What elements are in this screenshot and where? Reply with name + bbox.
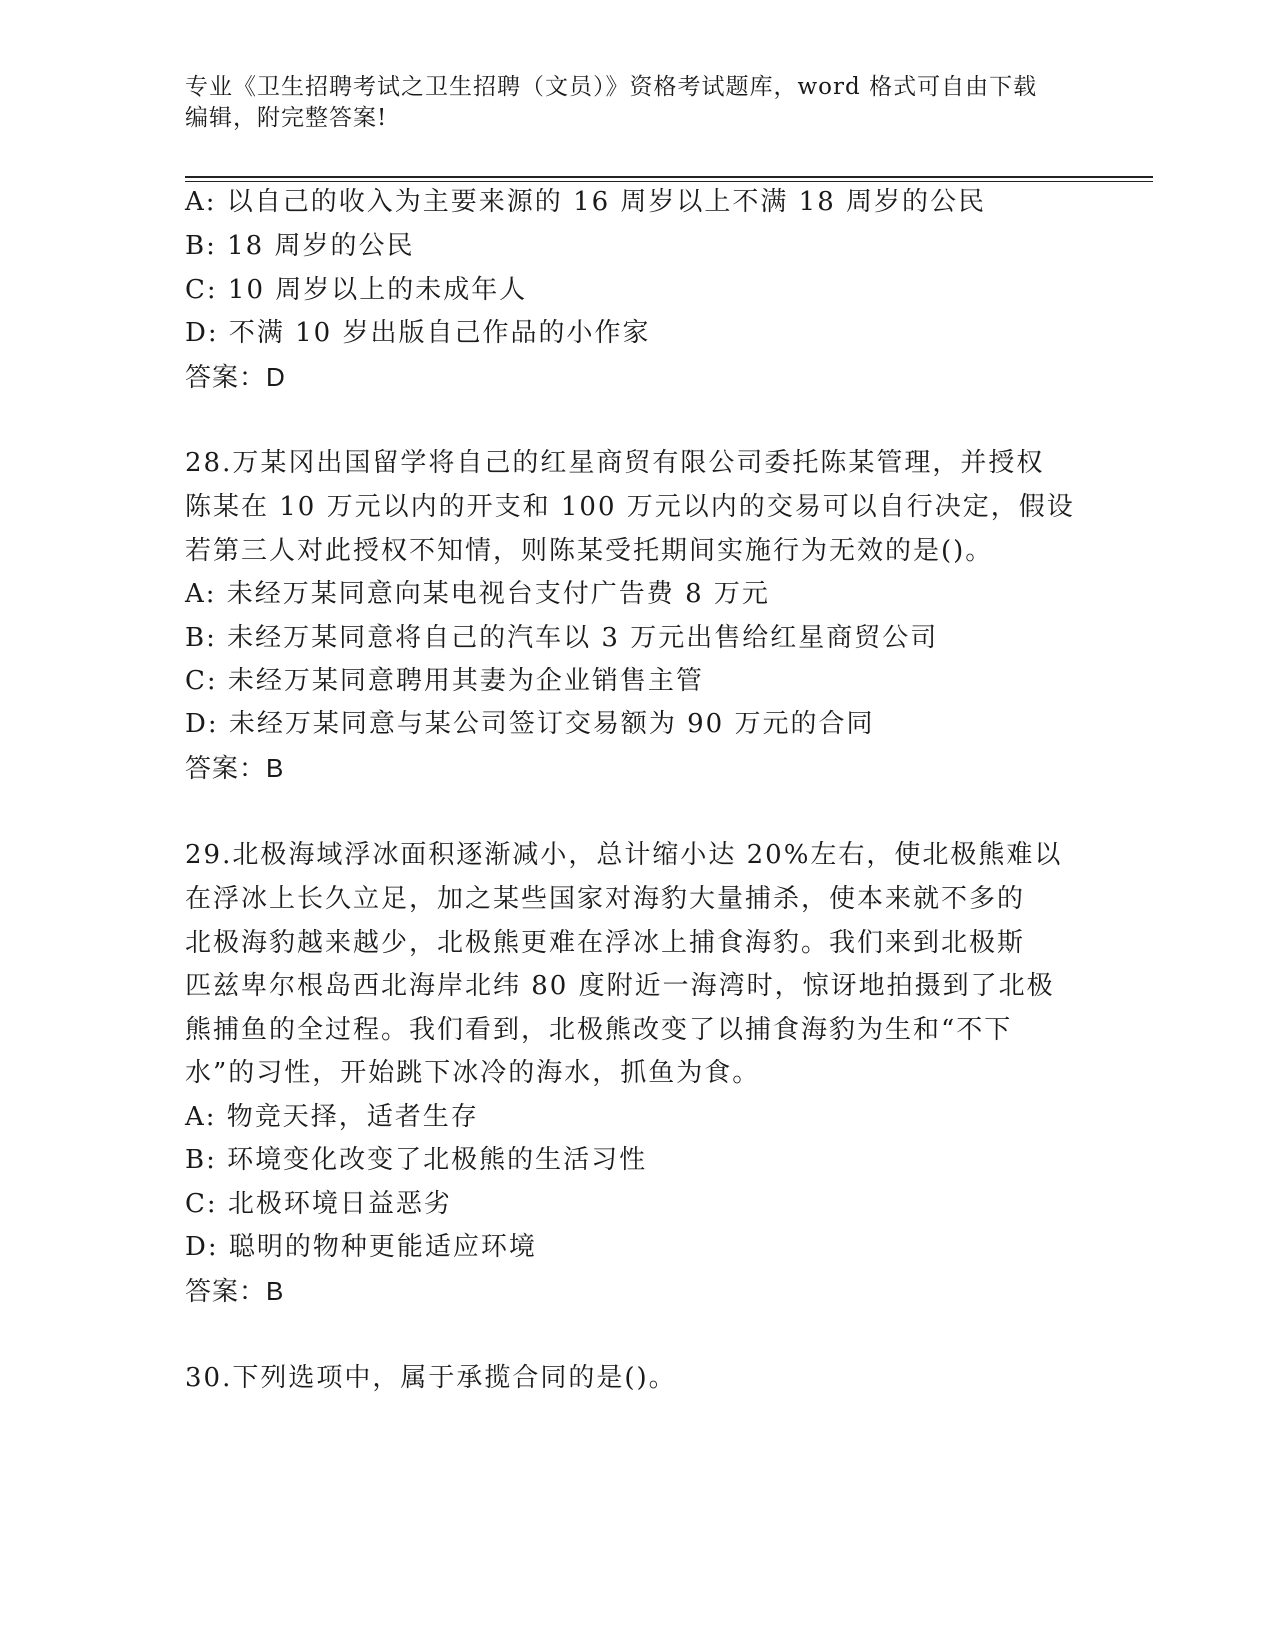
q27-option-d: D: 不满 10 岁出版自己作品的小作家 — [185, 318, 651, 348]
q28-answer: 答案：B — [185, 753, 285, 783]
q27-option-b: B: 18 周岁的公民 — [185, 231, 415, 261]
q29-option-b: B: 环境变化改变了北极熊的生活习性 — [185, 1145, 648, 1175]
q29-stem-line-5: 熊捕鱼的全过程。我们看到，北极熊改变了以捕食海豹为生和“不下 — [185, 1015, 1013, 1045]
q29-stem-line-3: 北极海豹越来越少，北极熊更难在浮冰上捕食海豹。我们来到北极斯 — [185, 928, 1026, 958]
q28-option-b: B: 未经万某同意将自己的汽车以 3 万元出售给红星商贸公司 — [185, 623, 939, 653]
q29-stem-line-1: 29.北极海域浮冰面积逐渐减小，总计缩小达 20%左右，使北极熊难以 — [185, 840, 1063, 870]
header-line-2: 编辑，附完整答案! — [185, 105, 388, 131]
q28-option-c: C: 未经万某同意聘用其妻为企业销售主管 — [185, 666, 704, 696]
q28-option-a: A: 未经万某同意向某电视台支付广告费 8 万元 — [185, 579, 770, 609]
q29-stem-line-2: 在浮冰上长久立足，加之某些国家对海豹大量捕杀，使本来就不多的 — [185, 884, 1026, 914]
q28-option-d: D: 未经万某同意与某公司签订交易额为 90 万元的合同 — [185, 709, 875, 739]
q29-option-d: D: 聪明的物种更能适应环境 — [185, 1232, 537, 1262]
header-line-1: 专业《卫生招聘考试之卫生招聘（文员）》资格考试题库，word 格式可自由下载 — [185, 74, 1038, 100]
q29-option-c: C: 北极环境日益恶劣 — [185, 1189, 452, 1219]
q29-stem-line-4: 匹兹卑尔根岛西北海岸北纬 80 度附近一海湾时，惊讶地拍摄到了北极 — [185, 971, 1055, 1001]
header-divider-thick — [185, 176, 1153, 178]
q28-stem-line-2: 陈某在 10 万元以内的开支和 100 万元以内的交易可以自行决定，假设 — [185, 492, 1075, 522]
q27-option-c: C: 10 周岁以上的未成年人 — [185, 275, 528, 305]
header-divider-thin — [185, 181, 1153, 182]
document-header — [185, 72, 1065, 134]
q29-stem-line-6: 水”的习性，开始跳下冰冷的海水，抓鱼为食。 — [185, 1058, 761, 1088]
q28-stem-line-1: 28.万某冈出国留学将自己的红星商贸有限公司委托陈某管理，并授权 — [185, 448, 1045, 478]
q29-option-a: A: 物竞天择，适者生存 — [185, 1102, 479, 1132]
q30-stem-line-1: 30.下列选项中，属于承揽合同的是()。 — [185, 1363, 677, 1393]
q27-answer: 答案：D — [185, 362, 286, 392]
q27-option-a: A: 以自己的收入为主要来源的 16 周岁以上不满 18 周岁的公民 — [185, 187, 987, 217]
q28-stem-line-3: 若第三人对此授权不知情，则陈某受托期间实施行为无效的是()。 — [185, 536, 994, 566]
q29-answer: 答案：B — [185, 1276, 285, 1306]
